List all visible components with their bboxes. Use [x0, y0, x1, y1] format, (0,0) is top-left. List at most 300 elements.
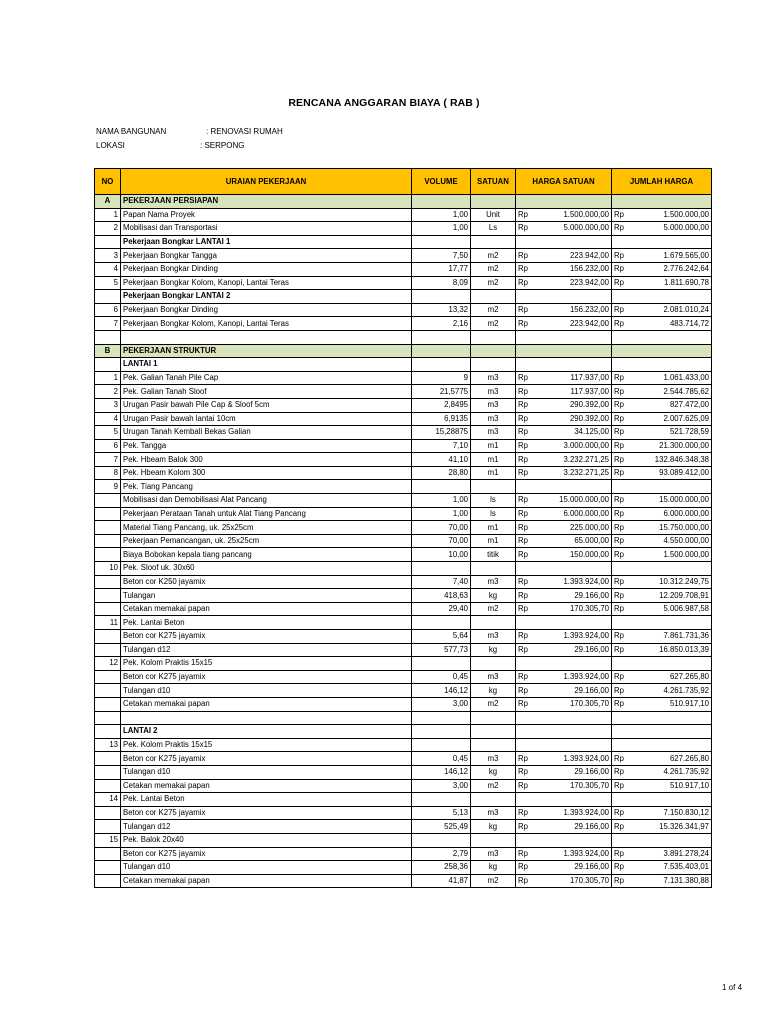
table-row — [95, 262, 712, 276]
cell-currency — [516, 833, 535, 847]
cell-total-price: 15.326.341,97 — [631, 820, 712, 834]
cell-total-price: 4.550.000,00 — [631, 534, 712, 548]
table-row — [95, 630, 712, 644]
cell-volume: 10,00 — [412, 548, 471, 562]
cell-currency — [612, 711, 631, 725]
cell-unit — [471, 235, 516, 249]
cell-currency: Rp — [516, 521, 535, 535]
table-row — [95, 439, 712, 453]
cell-currency: Rp — [516, 548, 535, 562]
cell-currency: Rp — [612, 371, 631, 385]
section-row — [95, 195, 712, 209]
cell-unit: titik — [471, 548, 516, 562]
cell-unit-price: 1.393.924,00 — [535, 670, 612, 684]
table-header-row — [95, 169, 712, 195]
cell-no — [95, 507, 121, 521]
info-row-location — [96, 141, 244, 150]
cell-currency: Rp — [516, 317, 535, 331]
cell-no — [95, 630, 121, 644]
cell-unit-price — [535, 725, 612, 739]
cell-description: Pek. Sloof uk. 30x60 — [121, 562, 412, 576]
table-row — [95, 521, 712, 535]
cell-unit-price: 29.166,00 — [535, 643, 612, 657]
cell-currency: Rp — [612, 317, 631, 331]
cell-currency — [516, 725, 535, 739]
cell-unit — [471, 657, 516, 671]
cell-description: Pekerjaan Pemancangan, uk. 25x25cm — [121, 534, 412, 548]
cell-currency: Rp — [516, 670, 535, 684]
cell-currency: Rp — [612, 439, 631, 453]
cell-currency: Rp — [516, 874, 535, 888]
cell-volume: 3,00 — [412, 697, 471, 711]
cell-currency: Rp — [612, 249, 631, 263]
cell-volume: 1,00 — [412, 208, 471, 222]
cell-currency: Rp — [612, 208, 631, 222]
cell-currency: Rp — [612, 507, 631, 521]
cell-currency: Rp — [516, 765, 535, 779]
cell-description: Tulangan — [121, 589, 412, 603]
cell-currency: Rp — [516, 507, 535, 521]
cell-unit-price: 223.942,00 — [535, 249, 612, 263]
cell-volume: 2,16 — [412, 317, 471, 331]
cell-currency — [612, 738, 631, 752]
cell-unit: m2 — [471, 874, 516, 888]
cell-volume: 13,32 — [412, 303, 471, 317]
table-row — [95, 616, 712, 630]
cell-unit-price: 170.305,70 — [535, 779, 612, 793]
cell-total-price: 6.000.000,00 — [631, 507, 712, 521]
cell-unit: m1 — [471, 466, 516, 480]
cell-unit-price: 170.305,70 — [535, 602, 612, 616]
cell-volume — [412, 195, 471, 209]
cell-no: 13 — [95, 738, 121, 752]
cell-currency: Rp — [612, 765, 631, 779]
cell-currency: Rp — [516, 385, 535, 399]
cell-unit-price — [535, 711, 612, 725]
cell-total-price: 5.000.000,00 — [631, 222, 712, 236]
table-row — [95, 507, 712, 521]
table-row — [95, 657, 712, 671]
cell-currency: Rp — [612, 303, 631, 317]
cell-currency: Rp — [612, 398, 631, 412]
cell-no: 3 — [95, 398, 121, 412]
cell-currency: Rp — [612, 494, 631, 508]
cell-total-price: 2.081.010,24 — [631, 303, 712, 317]
cell-unit: Unit — [471, 208, 516, 222]
cell-unit — [471, 344, 516, 358]
cell-description: Urugan Pasir bawah Pile Cap & Sloof 5cm — [121, 398, 412, 412]
cell-unit-price: 29.166,00 — [535, 684, 612, 698]
table-row — [95, 738, 712, 752]
table-row — [95, 779, 712, 793]
cell-total-price — [631, 330, 712, 344]
cell-description: Pek. Kolom Praktis 15x15 — [121, 738, 412, 752]
cell-description: PEKERJAAN STRUKTUR — [121, 344, 412, 358]
cell-no: 10 — [95, 562, 121, 576]
table-row — [95, 697, 712, 711]
cell-currency — [612, 330, 631, 344]
table-row — [95, 426, 712, 440]
cell-description: Tulangan d10 — [121, 684, 412, 698]
cell-unit: m1 — [471, 521, 516, 535]
cell-volume: 5,13 — [412, 806, 471, 820]
cell-currency: Rp — [612, 412, 631, 426]
cell-unit: kg — [471, 589, 516, 603]
cell-currency: Rp — [516, 534, 535, 548]
table-row — [95, 466, 712, 480]
cell-volume: 29,40 — [412, 602, 471, 616]
cell-total-price: 1.811.690,78 — [631, 276, 712, 290]
cell-total-price — [631, 358, 712, 372]
cell-no: 1 — [95, 371, 121, 385]
cell-total-price: 5.006.987,58 — [631, 602, 712, 616]
cell-volume — [412, 616, 471, 630]
cell-unit: m2 — [471, 602, 516, 616]
cell-unit-price: 65.000,00 — [535, 534, 612, 548]
cell-unit-price: 156.232,00 — [535, 262, 612, 276]
cell-currency — [612, 235, 631, 249]
table-row — [95, 847, 712, 861]
cell-description: Pekerjaan Bongkar Kolom, Kanopi, Lantai Teras — [121, 317, 412, 331]
cell-total-price: 7.131.380,88 — [631, 874, 712, 888]
cell-no: 2 — [95, 222, 121, 236]
info-label: NAMA BANGUNAN — [96, 127, 167, 136]
cell-currency — [516, 195, 535, 209]
cell-no: 3 — [95, 249, 121, 263]
table-body — [95, 195, 712, 888]
cell-description: LANTAI 1 — [121, 358, 412, 372]
cell-description: Pekerjaan Bongkar LANTAI 1 — [121, 235, 412, 249]
table-row — [95, 371, 712, 385]
cell-description: Urugan Tanah Kembali Bekas Galian — [121, 426, 412, 440]
cell-currency — [612, 195, 631, 209]
cell-currency: Rp — [612, 276, 631, 290]
cell-unit: m1 — [471, 534, 516, 548]
cell-currency: Rp — [612, 779, 631, 793]
cell-currency — [612, 344, 631, 358]
cell-unit — [471, 358, 516, 372]
cell-total-price — [631, 725, 712, 739]
cell-total-price: 1.500.000,00 — [631, 548, 712, 562]
cell-unit — [471, 290, 516, 304]
cell-unit-price: 150.000,00 — [535, 548, 612, 562]
cell-description — [121, 330, 412, 344]
cell-unit — [471, 833, 516, 847]
cell-no: 15 — [95, 833, 121, 847]
subheading-row — [95, 358, 712, 372]
cell-description: Tulangan d12 — [121, 643, 412, 657]
cell-total-price — [631, 195, 712, 209]
cell-currency — [612, 793, 631, 807]
cell-unit-price: 29.166,00 — [535, 589, 612, 603]
cell-currency: Rp — [516, 303, 535, 317]
cell-currency: Rp — [612, 222, 631, 236]
cell-no — [95, 874, 121, 888]
cell-currency: Rp — [516, 371, 535, 385]
cell-currency: Rp — [516, 820, 535, 834]
cell-unit-price: 1.393.924,00 — [535, 630, 612, 644]
cell-unit-price: 3.232.271,25 — [535, 453, 612, 467]
cell-currency: Rp — [612, 684, 631, 698]
cell-description: Pek. Hbeam Kolom 300 — [121, 466, 412, 480]
cell-description: Pek. Lantai Beton — [121, 793, 412, 807]
cell-no — [95, 861, 121, 875]
cell-volume: 146,12 — [412, 765, 471, 779]
subheading-row — [95, 725, 712, 739]
cell-volume: 0,45 — [412, 752, 471, 766]
subheading-row — [95, 290, 712, 304]
cell-no: 2 — [95, 385, 121, 399]
cell-volume: 3,00 — [412, 779, 471, 793]
cell-no — [95, 290, 121, 304]
cell-no — [95, 725, 121, 739]
cell-volume: 21,5775 — [412, 385, 471, 399]
cell-no: 4 — [95, 262, 121, 276]
cell-volume: 15,28875 — [412, 426, 471, 440]
cell-unit-price: 225.000,00 — [535, 521, 612, 535]
cell-volume: 2,8495 — [412, 398, 471, 412]
cell-description: Biaya Bobokan kepala tiang pancang — [121, 548, 412, 562]
cell-total-price — [631, 793, 712, 807]
cell-currency: Rp — [612, 806, 631, 820]
cell-currency: Rp — [516, 643, 535, 657]
cell-description: Cetakan memakai papan — [121, 602, 412, 616]
cell-description: Pekerjaan Bongkar Tangga — [121, 249, 412, 263]
cell-unit: ls — [471, 494, 516, 508]
cell-volume: 2,79 — [412, 847, 471, 861]
cell-unit — [471, 725, 516, 739]
cell-volume — [412, 833, 471, 847]
cell-unit-price: 3.232.271,25 — [535, 466, 612, 480]
cell-currency: Rp — [612, 670, 631, 684]
cell-unit: m3 — [471, 752, 516, 766]
cell-description: Pek. Tangga — [121, 439, 412, 453]
table-row — [95, 222, 712, 236]
table-row — [95, 602, 712, 616]
cell-unit-price: 223.942,00 — [535, 317, 612, 331]
blank-row — [95, 711, 712, 725]
cell-total-price: 1.679.565,00 — [631, 249, 712, 263]
cell-total-price: 7.861.731,36 — [631, 630, 712, 644]
cell-volume — [412, 725, 471, 739]
cell-no — [95, 548, 121, 562]
cell-currency: Rp — [516, 426, 535, 440]
cell-description: Papan Nama Proyek — [121, 208, 412, 222]
cell-no — [95, 534, 121, 548]
cell-description: Beton cor K250 jayamix — [121, 575, 412, 589]
table-row — [95, 534, 712, 548]
cell-volume — [412, 344, 471, 358]
table-row — [95, 303, 712, 317]
cell-description: Pekerjaan Bongkar Dinding — [121, 262, 412, 276]
table-row — [95, 385, 712, 399]
cell-total-price: 1.500.000,00 — [631, 208, 712, 222]
cell-no: 14 — [95, 793, 121, 807]
cell-volume: 6,9135 — [412, 412, 471, 426]
blank-row — [95, 330, 712, 344]
subheading-row — [95, 235, 712, 249]
cell-volume: 7,10 — [412, 439, 471, 453]
cell-total-price: 132.846.348,38 — [631, 453, 712, 467]
cell-no: 1 — [95, 208, 121, 222]
cell-currency: Rp — [612, 643, 631, 657]
table-row — [95, 453, 712, 467]
cell-no: 9 — [95, 480, 121, 494]
cell-no — [95, 752, 121, 766]
cell-no — [95, 697, 121, 711]
cell-total-price: 21.300.000,00 — [631, 439, 712, 453]
cell-no — [95, 521, 121, 535]
cell-total-price: 483.714,72 — [631, 317, 712, 331]
cell-unit: kg — [471, 861, 516, 875]
cell-total-price: 93.089.412,00 — [631, 466, 712, 480]
cell-description: Beton cor K275 jayamix — [121, 630, 412, 644]
cell-currency — [516, 330, 535, 344]
cell-no — [95, 235, 121, 249]
cell-unit: m3 — [471, 426, 516, 440]
cell-description: Cetakan memakai papan — [121, 779, 412, 793]
cell-unit-price — [535, 290, 612, 304]
table-row — [95, 276, 712, 290]
cell-volume: 28,80 — [412, 466, 471, 480]
cell-unit-price: 3.000.000,00 — [535, 439, 612, 453]
cell-unit: m3 — [471, 575, 516, 589]
cell-description: Pekerjaan Bongkar Dinding — [121, 303, 412, 317]
cell-currency: Rp — [612, 820, 631, 834]
info-row-building — [96, 127, 283, 136]
cell-currency — [612, 562, 631, 576]
cell-no — [95, 847, 121, 861]
cell-currency: Rp — [516, 779, 535, 793]
cell-currency: Rp — [612, 630, 631, 644]
cell-volume — [412, 738, 471, 752]
cell-currency — [612, 480, 631, 494]
cell-currency: Rp — [612, 262, 631, 276]
cell-unit-price: 15.000.000,00 — [535, 494, 612, 508]
cell-unit: m2 — [471, 779, 516, 793]
cell-currency — [516, 657, 535, 671]
cell-volume: 17,77 — [412, 262, 471, 276]
cell-currency — [612, 290, 631, 304]
cell-unit: m2 — [471, 697, 516, 711]
cell-currency: Rp — [612, 521, 631, 535]
cell-unit-price: 6.000.000,00 — [535, 507, 612, 521]
cell-description: Pek. Tiang Pancang — [121, 480, 412, 494]
cell-total-price: 521.728,59 — [631, 426, 712, 440]
cell-description: Pek. Balok 20x40 — [121, 833, 412, 847]
cell-unit-price: 1.393.924,00 — [535, 806, 612, 820]
info-value: : RENOVASI RUMAH — [206, 127, 283, 136]
cell-total-price: 627.265,80 — [631, 752, 712, 766]
cell-no: 4 — [95, 412, 121, 426]
cell-description: Tulangan d10 — [121, 765, 412, 779]
cell-unit-price: 29.166,00 — [535, 765, 612, 779]
header-jumlah-harga: JUMLAH HARGA — [612, 169, 712, 195]
table-row — [95, 589, 712, 603]
cell-currency — [612, 616, 631, 630]
cell-currency: Rp — [516, 249, 535, 263]
table-row — [95, 684, 712, 698]
cell-currency — [612, 725, 631, 739]
cell-description: Pekerjaan Perataan Tanah untuk Alat Tiang Pancang — [121, 507, 412, 521]
table-row — [95, 575, 712, 589]
cell-currency: Rp — [612, 847, 631, 861]
cell-unit: m2 — [471, 317, 516, 331]
cell-currency: Rp — [612, 385, 631, 399]
cell-total-price: 1.061.433,00 — [631, 371, 712, 385]
cell-unit-price: 156.232,00 — [535, 303, 612, 317]
cell-unit-price — [535, 616, 612, 630]
cell-unit-price: 1.393.924,00 — [535, 575, 612, 589]
cell-unit: ls — [471, 507, 516, 521]
cell-total-price: 15.750.000,00 — [631, 521, 712, 535]
cell-unit: m3 — [471, 630, 516, 644]
cell-unit-price: 290.392,00 — [535, 412, 612, 426]
cell-unit: m2 — [471, 276, 516, 290]
cell-total-price — [631, 562, 712, 576]
cell-total-price — [631, 344, 712, 358]
cell-volume: 8,09 — [412, 276, 471, 290]
cell-unit — [471, 562, 516, 576]
cell-currency: Rp — [516, 847, 535, 861]
cell-unit-price — [535, 833, 612, 847]
cell-no: 5 — [95, 426, 121, 440]
cell-unit: kg — [471, 643, 516, 657]
cell-unit — [471, 616, 516, 630]
cell-description: Pek. Lantai Beton — [121, 616, 412, 630]
cell-no — [95, 779, 121, 793]
cell-unit-price: 170.305,70 — [535, 697, 612, 711]
cell-currency — [516, 793, 535, 807]
cell-unit-price — [535, 562, 612, 576]
cell-currency: Rp — [612, 548, 631, 562]
cell-currency: Rp — [516, 276, 535, 290]
cell-total-price — [631, 833, 712, 847]
cell-currency: Rp — [516, 684, 535, 698]
cell-unit-price — [535, 358, 612, 372]
table-row — [95, 670, 712, 684]
table-row — [95, 643, 712, 657]
cell-volume — [412, 358, 471, 372]
cell-description: Urugan Pasir bawah lantai 10cm — [121, 412, 412, 426]
cell-no — [95, 602, 121, 616]
cell-total-price: 7.150.830,12 — [631, 806, 712, 820]
cell-description: PEKERJAAN PERSIAPAN — [121, 195, 412, 209]
cell-unit-price: 117.937,00 — [535, 371, 612, 385]
header-harga-satuan: HARGA SATUAN — [516, 169, 612, 195]
cell-unit-price — [535, 738, 612, 752]
cell-currency: Rp — [516, 630, 535, 644]
cell-unit: Ls — [471, 222, 516, 236]
cell-unit: m3 — [471, 412, 516, 426]
table-row — [95, 806, 712, 820]
table-row — [95, 494, 712, 508]
cell-unit: m3 — [471, 371, 516, 385]
cell-total-price: 627.265,80 — [631, 670, 712, 684]
table-row — [95, 480, 712, 494]
cell-total-price: 4.261.735,92 — [631, 765, 712, 779]
cell-currency: Rp — [516, 208, 535, 222]
cell-unit: kg — [471, 765, 516, 779]
cell-currency: Rp — [612, 466, 631, 480]
table-row — [95, 562, 712, 576]
cell-currency — [516, 616, 535, 630]
cell-unit-price — [535, 793, 612, 807]
cell-description: Tulangan d12 — [121, 820, 412, 834]
cell-total-price: 827.472,00 — [631, 398, 712, 412]
table-row — [95, 861, 712, 875]
cell-currency — [612, 358, 631, 372]
